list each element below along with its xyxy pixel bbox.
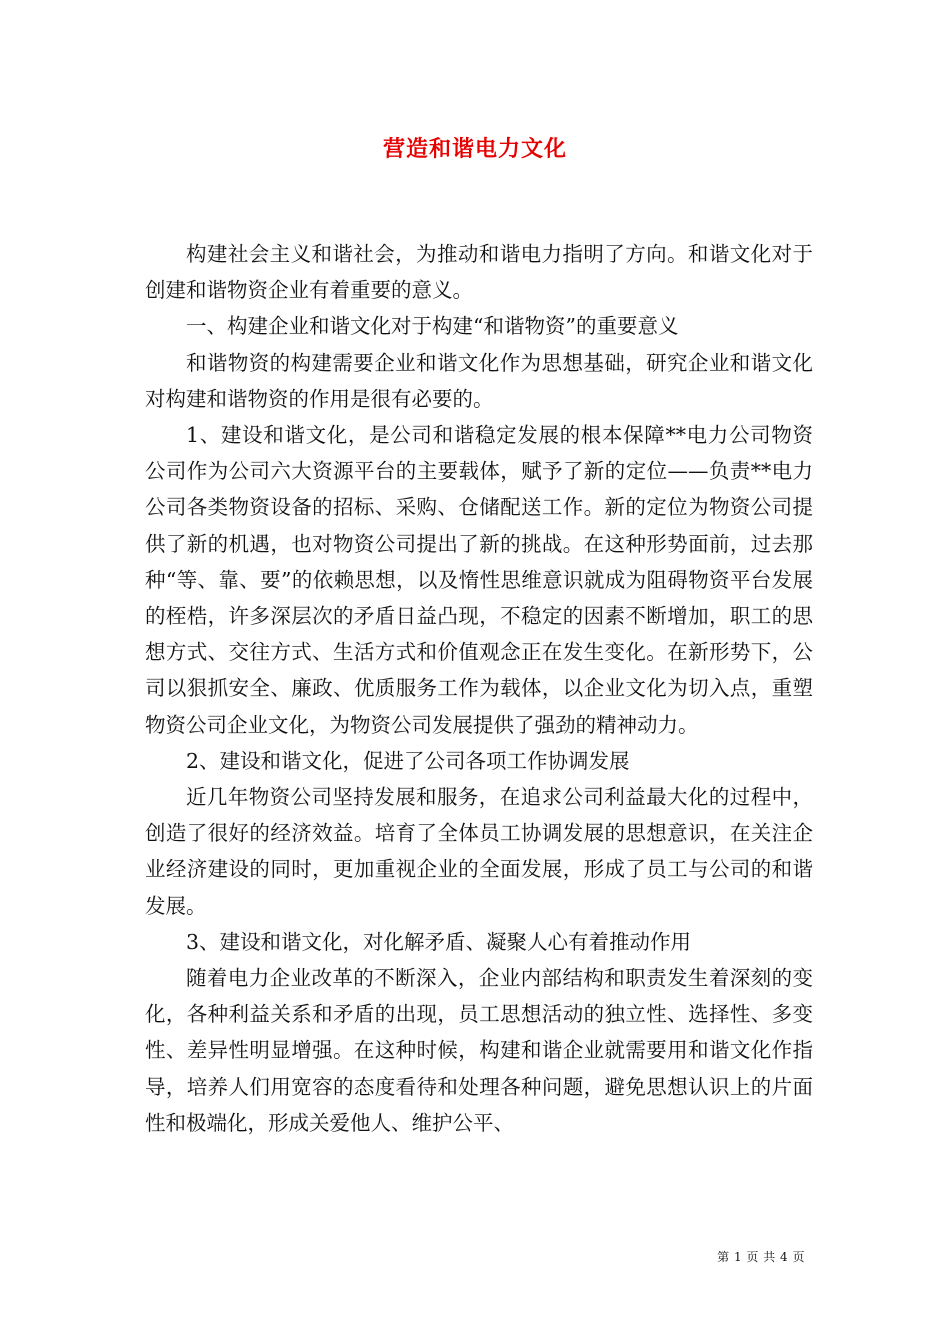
paragraph-intro: 构建社会主义和谐社会，为推动和谐电力指明了方向。和谐文化对于创建和谐物资企业有着重要的意义。 — [145, 242, 813, 303]
paragraph-section-1: 和谐物资的构建需要企业和谐文化作为思想基础，研究企业和谐文化对构建和谐物资的作用是很有必要的。 — [145, 350, 813, 411]
paragraph-point-3: 随着电力企业改革的不断深入，企业内部结构和职责发生着深刻的变化，各种利益关系和矛盾的出现，员工思想活动的独立性、选择性、多变性、差异性明显增强。在这种时候，构建和谐企业就需要用和谐文化作指导，培养人们用宽容的态度看待和处理各种问题，避免思想认识上的片面性和极端化，形成关爱他人、维护公平、 — [145, 966, 813, 1135]
section-heading-1: 一、构建企业和谐文化对于构建“和谐物资”的重要意义 — [186, 314, 679, 339]
subheading-point-2: 2、建设和谐文化，促进了公司各项工作协调发展 — [186, 748, 630, 773]
paragraph-point-2: 近几年物资公司坚持发展和服务，在追求公司利益最大化的过程中，创造了很好的经济效益。培育了全体员工协调发展的思想意识，在关注企业经济建设的同时，更加重视企业的全面发展，形成了员工与公司的和谐发展。 — [145, 785, 813, 918]
page-footer: 第 1 页 共 4 页 — [717, 1250, 805, 1264]
subheading-point-3: 3、建设和谐文化，对化解矛盾、凝聚人心有着推动作用 — [186, 929, 692, 954]
document-body — [145, 236, 813, 1141]
page-title: 营造和谐电力文化 — [382, 136, 567, 162]
paragraph-point-1: 1、建设和谐文化，是公司和谐稳定发展的根本保障**电力公司物资公司作为公司六大资源平台的主要载体，赋予了新的定位——负责**电力公司各类物资设备的招标、采购、仓储配送工作。新的定位为物资公司提供了新的机遇，也对物资公司提出了新的挑战。在这种形势面前，过去那种“等、靠、要”的依赖思想，以及惰性思维意识就成为阻碍物资平台发展的桎梏，许多深层次的矛盾日益凸现，不稳定的因素不断增加，职工的思想方式、交往方式、生活方式和价值观念正在发生变化。在新形势下，公司以狠抓安全、廉政、优质服务工作为载体，以企业文化为切入点，重塑物资公司企业文化，为物资公司发展提供了强劲的精神动力。 — [145, 423, 813, 737]
